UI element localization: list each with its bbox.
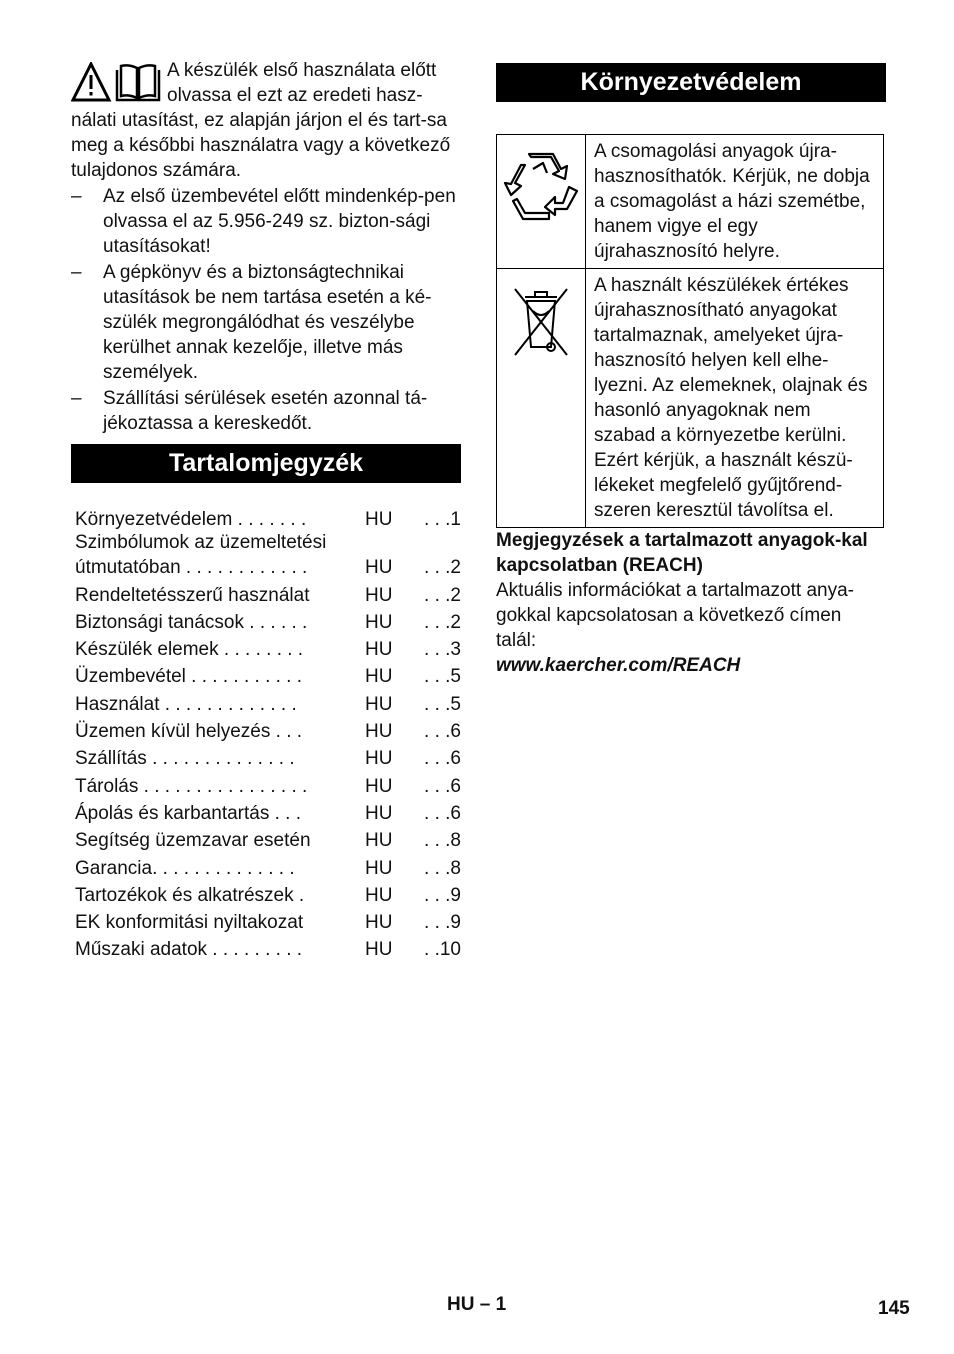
recycle-icon bbox=[503, 149, 579, 225]
safety-bullets bbox=[71, 184, 461, 436]
right-column bbox=[496, 63, 886, 678]
toc-lang: HU bbox=[365, 611, 393, 633]
toc-lang: HU bbox=[365, 802, 393, 824]
crossed-bin-icon-cell bbox=[497, 269, 586, 528]
toc-heading: Tartalomjegyzék bbox=[71, 444, 461, 483]
toc-row[interactable] bbox=[71, 717, 461, 744]
footer-lang-page: HU – 1 bbox=[447, 1294, 507, 1315]
toc-lang: HU bbox=[365, 509, 393, 531]
toc-lang: HU bbox=[365, 857, 393, 879]
warning-triangle-icon bbox=[73, 64, 109, 100]
table-of-contents bbox=[71, 505, 461, 962]
toc-row[interactable] bbox=[71, 635, 461, 662]
toc-lang: HU bbox=[365, 939, 393, 961]
warning-manual-icons bbox=[71, 62, 163, 106]
toc-page: . . .2 bbox=[424, 557, 461, 579]
toc-lang: HU bbox=[365, 639, 393, 661]
left-column bbox=[71, 58, 461, 962]
toc-page: . . .5 bbox=[424, 666, 461, 688]
toc-lang: HU bbox=[365, 775, 393, 797]
toc-row[interactable] bbox=[71, 771, 461, 798]
toc-lang: HU bbox=[365, 912, 393, 934]
toc-page: . . .9 bbox=[424, 884, 461, 906]
toc-title: Biztonsági tanácsok . . . . . . bbox=[75, 611, 308, 633]
toc-title: Ápolás és karbantartás . . . bbox=[75, 802, 302, 824]
weee-text: A használt készülékek értékes újrahasznosítható anyagokat tartalmaznak, amelyeket újra-hasznosító helyen kell elhe-lyezni. Az elemeknek, olajnak és hasonló anyagoknak nem szabad a környezetbe kerülni. Ezért kérjük, a használt készü-lékeket megfelelő gyűjtőrend-szeren keresztül távolítsa el. bbox=[586, 269, 884, 528]
toc-row[interactable] bbox=[71, 744, 461, 771]
toc-lang: HU bbox=[365, 557, 393, 579]
intro-paragraph bbox=[71, 58, 461, 183]
toc-title: Tárolás . . . . . . . . . . . . . . . . bbox=[75, 775, 308, 797]
toc-lang: HU bbox=[365, 584, 393, 606]
toc-row[interactable] bbox=[71, 608, 461, 635]
crossed-bin-icon bbox=[511, 283, 571, 359]
toc-row[interactable] bbox=[71, 799, 461, 826]
toc-title: Szállítás . . . . . . . . . . . . . . bbox=[75, 748, 295, 770]
toc-title: Rendeltetésszerű használat bbox=[75, 584, 310, 606]
toc-page: . . .6 bbox=[424, 802, 461, 824]
reach-link[interactable]: www.kaercher.com/REACH bbox=[496, 655, 741, 676]
reach-title: Megjegyzések a tartalmazott anyagok-kal kapcsolatban (REACH) bbox=[496, 530, 868, 576]
toc-page: . . .5 bbox=[424, 693, 461, 715]
toc-row[interactable] bbox=[71, 689, 461, 716]
toc-row[interactable] bbox=[71, 935, 461, 962]
toc-row[interactable] bbox=[71, 532, 461, 580]
environment-table bbox=[496, 134, 884, 528]
toc-lang: HU bbox=[365, 721, 393, 743]
toc-page: . . .8 bbox=[424, 830, 461, 852]
toc-page: . . .6 bbox=[424, 775, 461, 797]
toc-row[interactable] bbox=[71, 908, 461, 935]
toc-title: Készülék elemek . . . . . . . . bbox=[75, 639, 304, 661]
recycle-icon-cell bbox=[497, 135, 586, 269]
list-item: – Szállítási sérülések esetén azonnal tá-jékoztassa a kereskedőt. bbox=[71, 388, 428, 434]
toc-page: . . .2 bbox=[424, 611, 461, 633]
footer-page-number: 145 bbox=[878, 1298, 910, 1319]
toc-title: Szimbólumok az üzemeltetési útmutatóban . . . . . . . . . . . . bbox=[75, 532, 327, 579]
toc-title: Üzembevétel . . . . . . . . . . . bbox=[75, 666, 303, 688]
recycle-text: A csomagolási anyagok újra-hasznosíthatók. Kérjük, ne dobja a csomagolást a házi szemétbe, hanem vigye el egy újrahasznosító helyre. bbox=[586, 135, 884, 269]
manual-book-icon bbox=[117, 65, 159, 100]
toc-title: Üzemen kívül helyezés . . . bbox=[75, 721, 303, 743]
toc-lang: HU bbox=[365, 830, 393, 852]
toc-page: . . .6 bbox=[424, 748, 461, 770]
toc-title: Környezetvédelem . . . . . . . bbox=[75, 509, 307, 531]
toc-row[interactable] bbox=[71, 853, 461, 880]
toc-row[interactable] bbox=[71, 580, 461, 607]
toc-lang: HU bbox=[365, 693, 393, 715]
toc-title: Tartozékok és alkatrészek . bbox=[75, 884, 305, 906]
toc-lang: HU bbox=[365, 748, 393, 770]
toc-page: . . .3 bbox=[424, 639, 461, 661]
toc-lang: HU bbox=[365, 884, 393, 906]
toc-page: . . .2 bbox=[424, 584, 461, 606]
toc-row[interactable] bbox=[71, 826, 461, 853]
toc-page: . . .8 bbox=[424, 857, 461, 879]
toc-title: Garancia. . . . . . . . . . . . . . bbox=[75, 857, 295, 879]
toc-row[interactable] bbox=[71, 505, 461, 532]
toc-page: . . .6 bbox=[424, 721, 461, 743]
toc-row[interactable] bbox=[71, 662, 461, 689]
toc-title: Műszaki adatok . . . . . . . . . bbox=[75, 939, 303, 961]
environment-heading: Környezetvédelem bbox=[496, 63, 886, 102]
reach-text: Aktuális információkat a tartalmazott anya-gokkal kapcsolatosan a következő címen talál: bbox=[496, 580, 854, 651]
list-item: – A gépkönyv és a biztonságtechnikai utasítások be nem tartása esetén a ké-szülék megrongálódhat és veszélybe kerülhet annak kezelője, illetve más személyek. bbox=[71, 262, 432, 383]
toc-page: . . .1 bbox=[424, 509, 461, 531]
toc-title: Segítség üzemzavar esetén bbox=[75, 830, 311, 852]
toc-row[interactable] bbox=[71, 881, 461, 908]
toc-lang: HU bbox=[365, 666, 393, 688]
intro-text: A készülék első használata előtt olvassa el ezt az eredeti hasz-nálati utasítást, ez alapján járjon el és tart-sa meg a későbbi használatra vagy a következő tulajdonos számára. bbox=[71, 60, 451, 181]
toc-title: Használat . . . . . . . . . . . . . bbox=[75, 693, 297, 715]
toc-title: EK konformitási nyiltakozat bbox=[75, 912, 304, 934]
toc-page: . . .9 bbox=[424, 912, 461, 934]
toc-page: . .10 bbox=[424, 939, 461, 961]
list-item: – Az első üzembevétel előtt mindenkép-pen olvassa el az 5.956-249 sz. bizton-sági utasításokat! bbox=[71, 186, 456, 257]
